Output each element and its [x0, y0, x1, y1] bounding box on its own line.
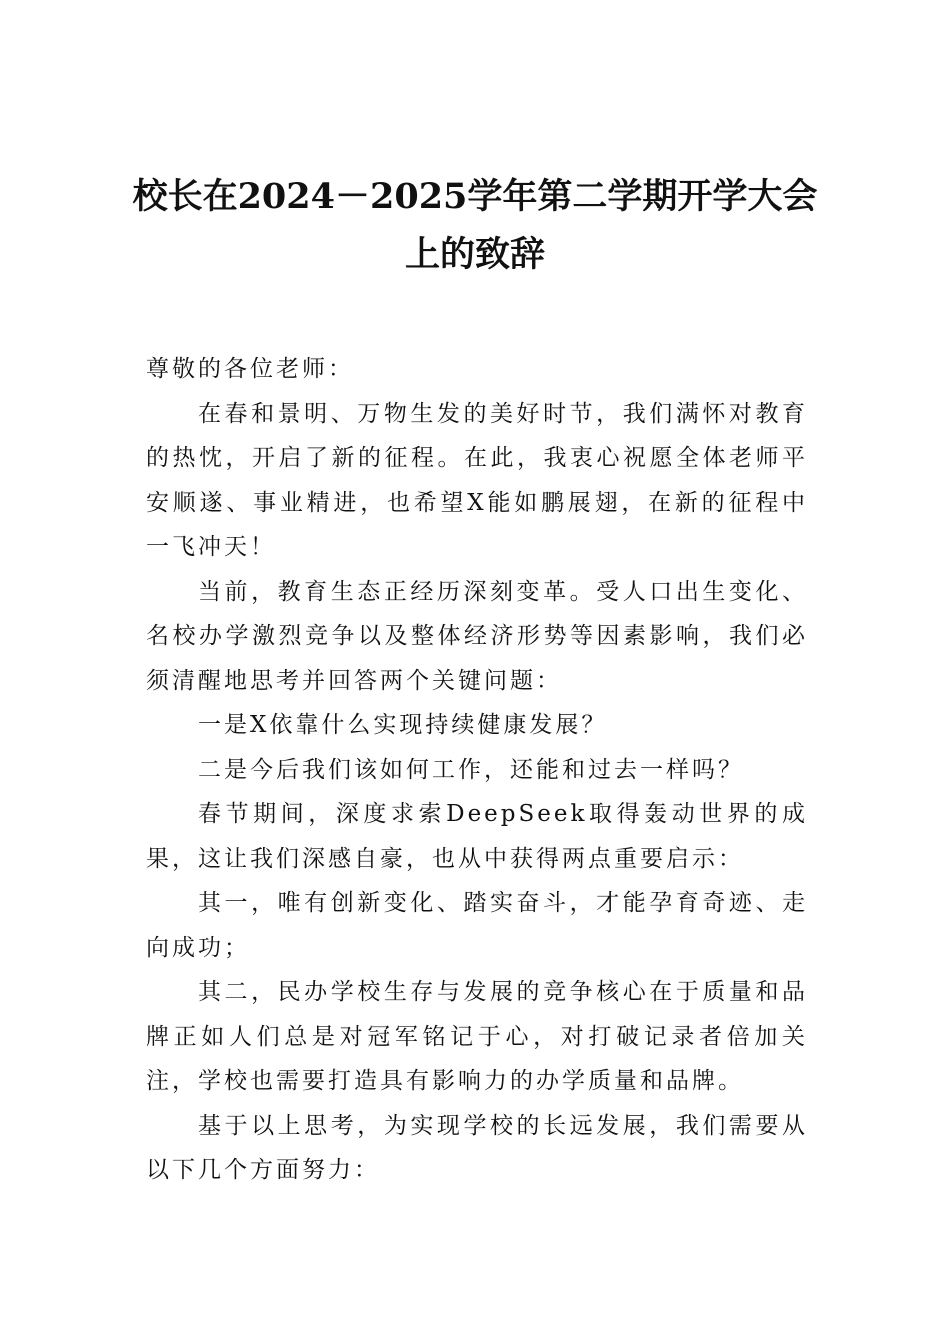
question-one: 一是X依靠什么实现持续健康发展？	[198, 712, 608, 738]
insight-two: 其二，民办学校生存与发展的竞争核心在于质量和品牌正如人们总是对冠军铭记于心，对打破记录者倍加关注，学校也需要打造具有影响力的办学质量和品牌。	[146, 979, 808, 1094]
paragraph-conclusion: 基于以上思考，为实现学校的长远发展，我们需要从以下几个方面努力：	[146, 1112, 808, 1183]
insight-one: 其一，唯有创新变化、踏实奋斗，才能孕育奇迹、走向成功；	[146, 890, 808, 961]
document-title	[120, 168, 830, 284]
paragraph-greeting: 在春和景明、万物生发的美好时节，我们满怀对教育的热忱，开启了新的征程。在此，我衷心祝愿全体老师平安顺遂、事业精进，也希望X能如鹏展翅，在新的征程中一飞冲天！	[146, 400, 808, 560]
question-two: 二是今后我们该如何工作，还能和过去一样吗？	[198, 756, 744, 783]
title-line-1: 校长在2024－2025学年第二学期开学大会	[132, 176, 818, 217]
paragraph-deepseek: 春节期间，深度求索DeepSeek取得轰动世界的成果，这让我们深感自豪，也从中获得两点重要启示：	[146, 801, 808, 872]
salutation: 尊敬的各位老师：	[146, 356, 354, 382]
document-body	[146, 347, 808, 1193]
paragraph-context: 当前，教育生态正经历深刻变革。受人口出生变化、名校办学激烈竞争以及整体经济形势等因素影响，我们必须清醒地思考并回答两个关键问题：	[146, 578, 808, 694]
title-line-2: 上的致辞	[404, 234, 545, 275]
